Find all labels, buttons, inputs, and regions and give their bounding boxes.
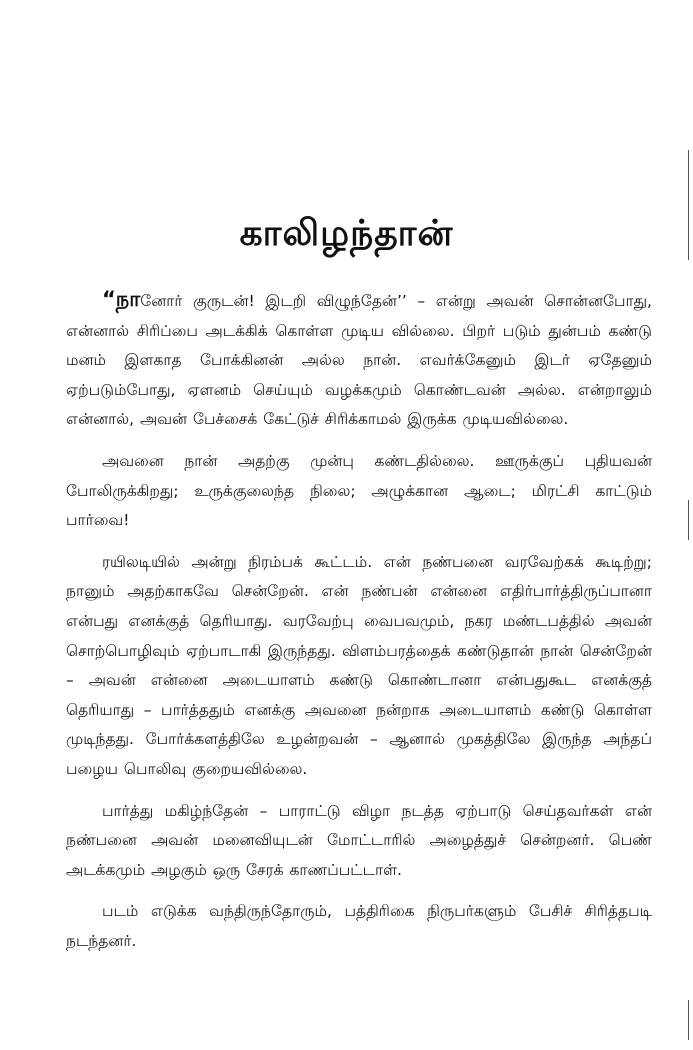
paragraph-2: அவனை நான் அதற்கு முன்பு கண்டதில்லை. ஊருக்குப் புதியவன் போலிருக்கிறது; உருக்குலைந்த நிலை; அழுக்கான ஆடை; மிரட்சி காட்டும் பார்வை!	[66, 451, 652, 530]
scan-edge-mark	[688, 500, 689, 540]
paragraph-3: ரயிலடியில் அன்று நிரம்பக் கூட்டம். என் நண்பனை வரவேற்கக் கூடிற்று; நானும் அதற்காகவே சென்றேன். என் நண்பன் என்னை எதிர்பார்த்திருப்பானா என்பது எனக்குத் தெரியாது. வரவேற்பு வைபவமும், நகர மண்டபத்தில் அவன் சொற்பொழிவும் ஏற்பாடாகி இருந்தது. விளம்பரத்தைக் கண்டுதான் நான் சென்றேன் – அவன் என்னை அடையாளம் கண்டு கொண்டானா என்பதுகூட எனக்குத் தெரியாது – பார்த்ததும் எனக்கு அவனை நன்றாக அடையாளம் கண்டு கொள்ள முடிந்தது. போர்க்களத்திலே உழன்றவன் – ஆனால் முகத்திலே இருந்த அந்தப் பழைய பொலிவு குறையவில்லை.	[66, 552, 652, 778]
paragraph-text: னோர் குருடன்! இடறி விழுந்தேன்’’ – என்று அவன் சொன்னபோது, என்னால் சிரிப்பை அடக்கிக் கொள்ள முடிய வில்லை. பிறர் படும் துன்பம் கண்டு மனம் இளகாத போக்கினன் அல்ல நான். எவர்க்கேனும் இடர் ஏதேனும் ஏற்படும்போது, ஏளனம் செய்யும் வழக்கமும் கொண்டவன் அல்ல. என்றாலும் என்னால், அவன் பேச்சைக் கேட்டுச் சிரிக்காமல் இருக்க முடியவில்லை.	[66, 292, 652, 429]
paragraph-5: படம் எடுக்க வந்திருந்தோரும், பத்திரிகை நிருபர்களும் பேசிச் சிரித்தபடி நடந்தனர்.	[66, 902, 652, 950]
paragraph-4: பார்த்து மகிழ்ந்தேன் – பாராட்டு விழா நடத்த ஏற்பாடு செய்தவர்கள் என் நண்பனை அவன் மனைவியுடன் மோட்டாரில் அழைத்துச் சென்றனர். பெண் அடக்கமும் அழகும் ஒரு சேரக் காணப்பட்டாள்.	[66, 801, 652, 879]
scan-edge-mark	[688, 1000, 689, 1040]
scan-edge-mark	[688, 150, 689, 260]
paragraph-lead: “நா	[102, 287, 141, 311]
chapter-body	[66, 285, 652, 968]
paragraph-1	[66, 285, 652, 435]
chapter-title: காலிழந்தான்	[239, 213, 454, 255]
